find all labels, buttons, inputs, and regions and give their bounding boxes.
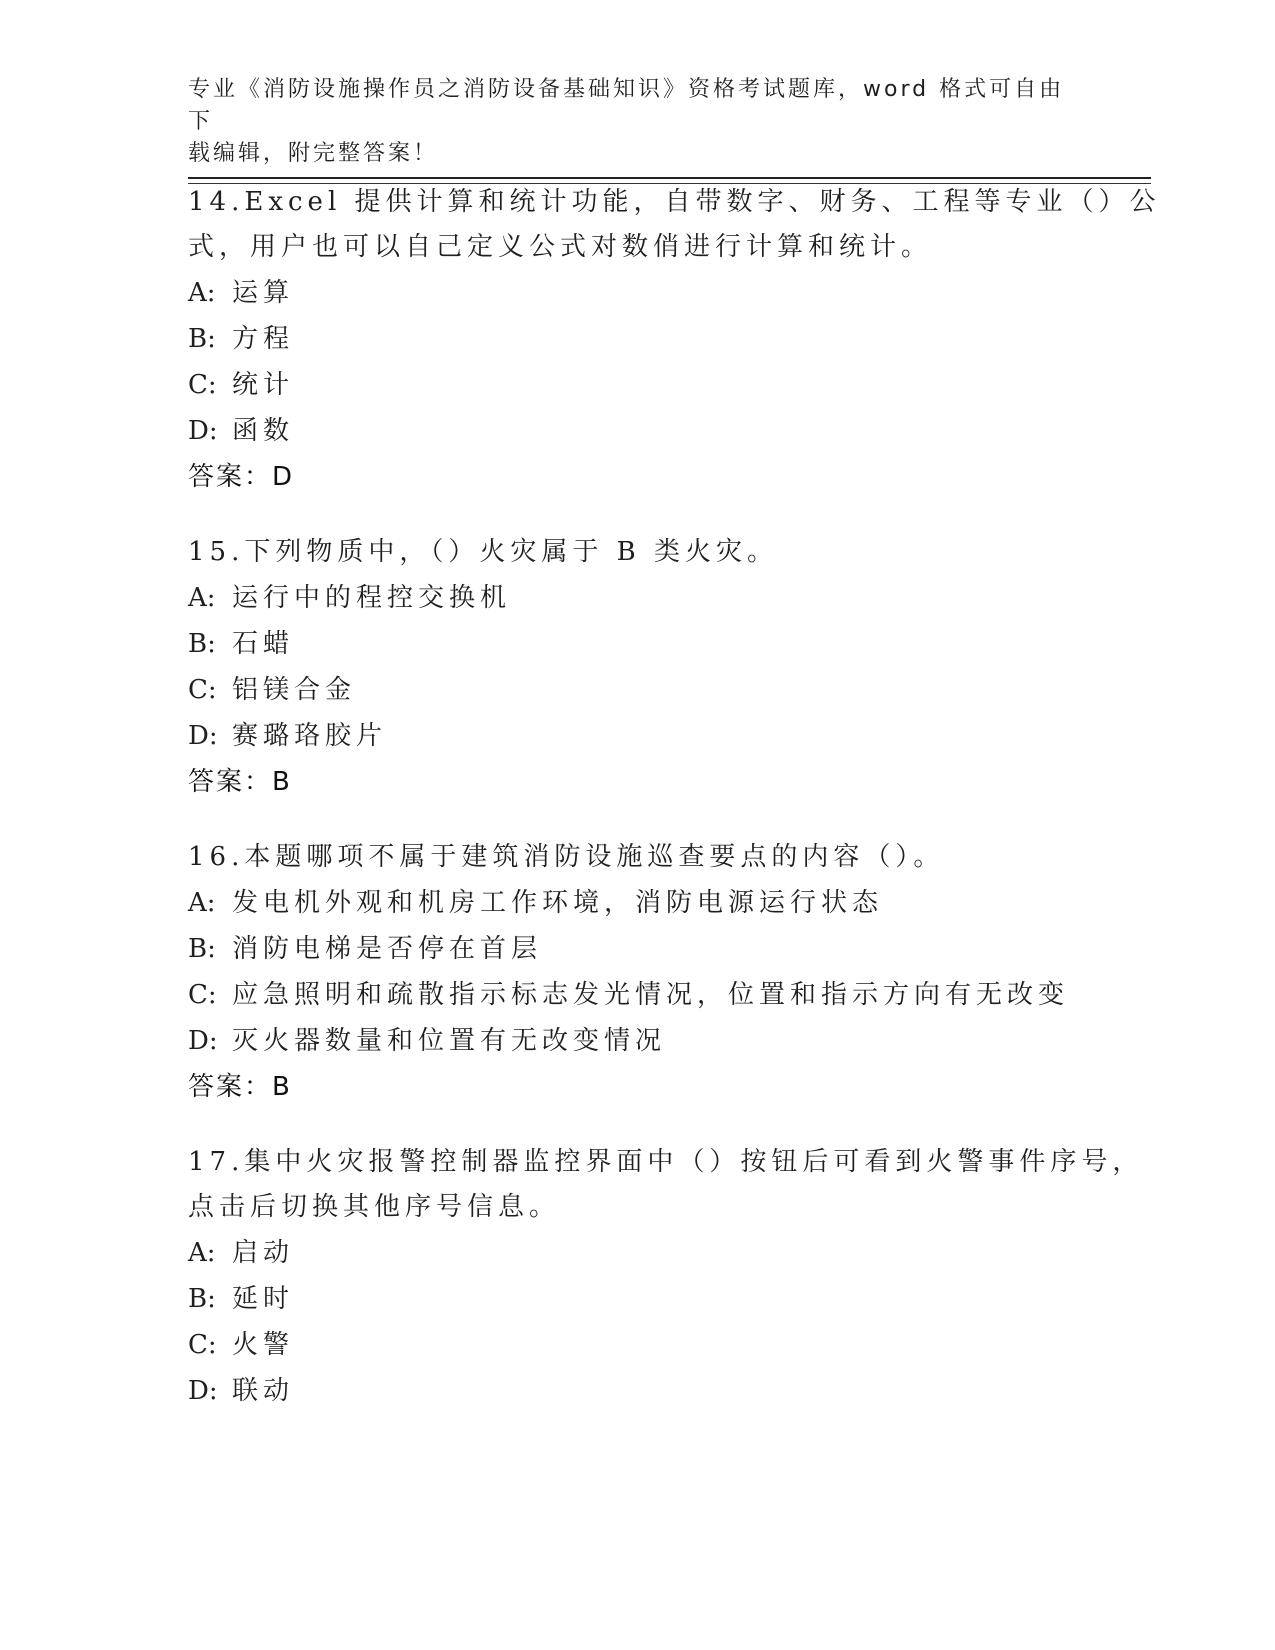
option-text: 延时	[232, 1284, 295, 1314]
option-d	[188, 1368, 1068, 1414]
option-key: A:	[188, 888, 216, 918]
option-key: C:	[188, 370, 217, 400]
document-header	[188, 74, 1068, 170]
option-key: C:	[188, 1330, 217, 1360]
option-key: B:	[188, 1284, 216, 1314]
question-stem-line: 17.集中火灾报警控制器监控界面中（）按钮后可看到火警事件序号，	[188, 1147, 1144, 1177]
option-text: 火警	[232, 1330, 295, 1360]
question-stem-line: 15.下列物质中，（）火灾属于 B 类火灾。	[188, 537, 778, 567]
option-c	[188, 972, 1068, 1018]
option-key: D:	[188, 721, 218, 751]
option-key: D:	[188, 1026, 218, 1056]
option-key: A:	[188, 583, 216, 613]
option-a	[188, 575, 1068, 621]
option-key: B:	[188, 324, 216, 354]
option-text: 运算	[232, 278, 295, 308]
option-text: 统计	[232, 370, 295, 400]
option-text: 应急照明和疏散指示标志发光情况，位置和指示方向有无改变	[232, 980, 1070, 1010]
option-text: 启动	[232, 1238, 295, 1268]
option-b	[188, 1276, 1068, 1322]
option-b	[188, 926, 1068, 972]
option-a	[188, 270, 1068, 316]
option-key: D:	[188, 416, 218, 446]
option-text: 石蜡	[232, 629, 295, 659]
answer-line: 答案：B	[188, 1072, 292, 1102]
option-text: 赛璐珞胶片	[232, 721, 388, 751]
option-text: 消防电梯是否停在首层	[232, 934, 543, 964]
option-text: 函数	[232, 416, 295, 446]
header-line-1: 专业《消防设施操作员之消防设备基础知识》资格考试题库，word 格式可自由下	[188, 77, 1065, 134]
option-key: B:	[188, 934, 216, 964]
question-stem-line: 式，用户也可以自己定义公式对数俏进行计算和统计。	[188, 232, 933, 262]
question-17	[188, 1140, 1144, 1414]
option-key: D:	[188, 1376, 218, 1406]
option-key: C:	[188, 675, 217, 705]
question-16	[188, 835, 1068, 1110]
option-c	[188, 667, 1068, 713]
option-text: 联动	[232, 1376, 295, 1406]
answer-line: 答案：D	[188, 462, 295, 492]
option-text: 灭火器数量和位置有无改变情况	[232, 1026, 667, 1056]
option-b	[188, 621, 1068, 667]
option-text: 发电机外观和机房工作环境，消防电源运行状态	[232, 888, 884, 918]
question-stem-line: 16.本题哪项不属于建筑消防设施巡查要点的内容（）。	[188, 842, 945, 872]
option-text: 铝镁合金	[232, 675, 357, 705]
header-line-2: 载编辑，附完整答案！	[188, 141, 439, 166]
option-d	[188, 1018, 1068, 1064]
option-text: 运行中的程控交换机	[232, 583, 512, 613]
option-key: B:	[188, 629, 216, 659]
option-b	[188, 316, 1068, 362]
option-key: C:	[188, 980, 217, 1010]
option-a	[188, 1230, 1068, 1276]
option-d	[188, 408, 1068, 454]
option-a	[188, 880, 1068, 926]
option-d	[188, 713, 1068, 759]
question-14	[188, 180, 1161, 500]
question-stem-line: 14.Excel 提供计算和统计功能，自带数字、财务、工程等专业（）公	[188, 187, 1161, 217]
question-stem-line: 点击后切换其他序号信息。	[188, 1192, 561, 1222]
option-c	[188, 362, 1068, 408]
answer-line: 答案：B	[188, 767, 292, 797]
option-text: 方程	[232, 324, 295, 354]
option-key: A:	[188, 278, 216, 308]
option-c	[188, 1322, 1068, 1368]
option-key: A:	[188, 1238, 216, 1268]
question-15	[188, 530, 1068, 805]
header-divider-thick	[188, 177, 1151, 179]
